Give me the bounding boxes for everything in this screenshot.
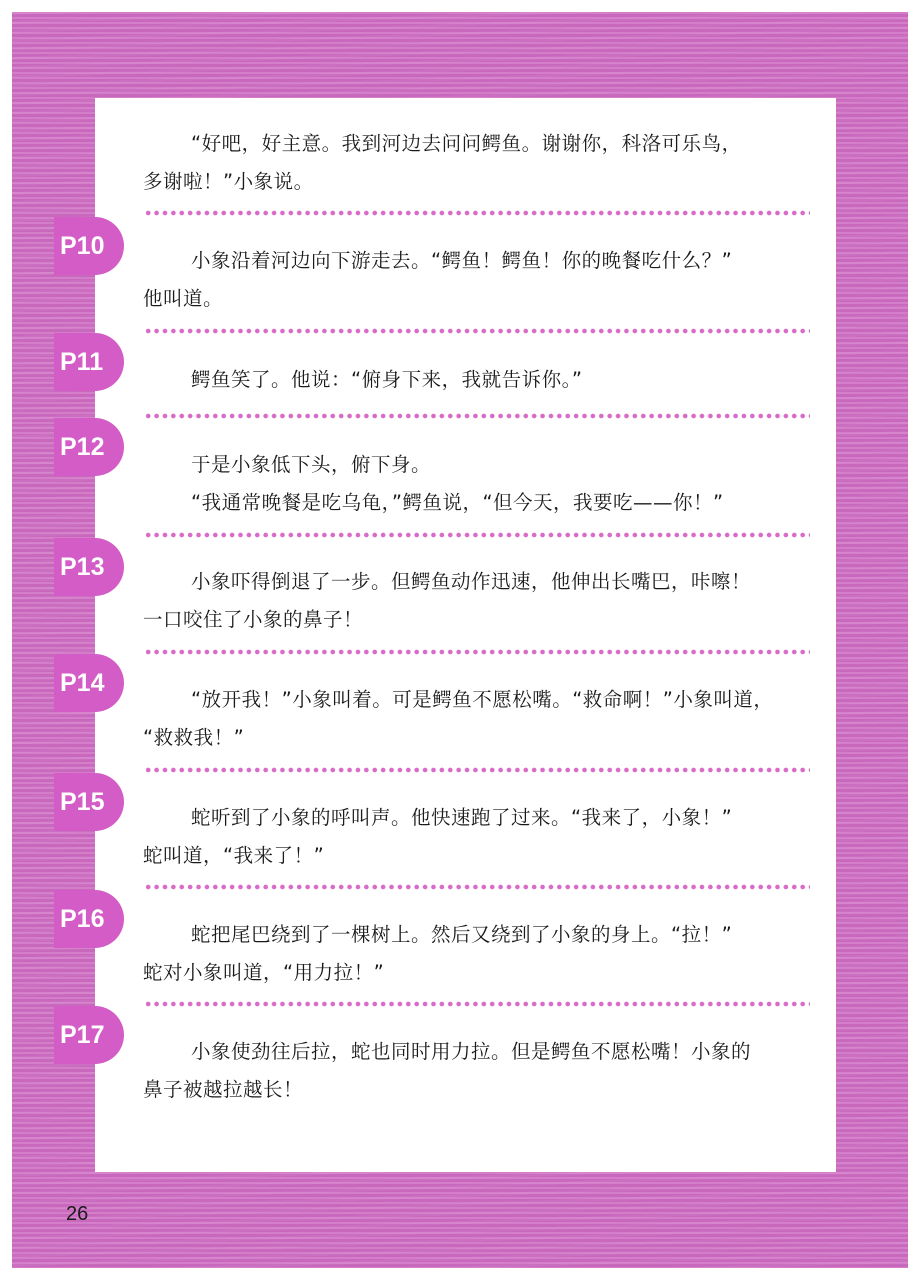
text-line: 他叫道。: [143, 287, 224, 310]
text-line: “救救我！”: [143, 726, 245, 749]
text-line: 鳄鱼笑了。他说：“俯身下来，我就告诉你。”: [191, 368, 583, 391]
section-paragraph-p12: [143, 446, 811, 522]
section-tab-p16: P16: [54, 890, 124, 948]
section-paragraph-p17: [143, 1033, 811, 1109]
section-tab-p15: P15: [54, 773, 124, 831]
text-line: 小象使劲往后拉，蛇也同时用力拉。但是鳄鱼不愿松嘴！小象的: [191, 1040, 752, 1063]
dotted-divider: [144, 767, 810, 773]
page-number: 26: [66, 1203, 89, 1225]
section-tab-p14: P14: [54, 654, 124, 712]
dotted-divider: [144, 532, 810, 538]
dotted-divider: [144, 210, 810, 216]
dotted-divider: [144, 328, 810, 334]
text-line: “放开我！”小象叫着。可是鳄鱼不愿松嘴。“救命啊！”小象叫道，: [191, 688, 774, 711]
section-tab-p13: P13: [54, 538, 124, 596]
section-paragraph-p13: [143, 563, 811, 639]
section-paragraph-p15: [143, 799, 811, 875]
text-line: 多谢啦！”小象说。: [143, 170, 314, 193]
dotted-divider: [144, 413, 810, 419]
section-paragraph-p16: [143, 916, 811, 992]
text-line: 一口咬住了小象的鼻子！: [143, 608, 364, 631]
section-paragraph-p14: [143, 681, 811, 757]
text-line: “我通常晚餐是吃乌龟，”鳄鱼说，“但今天，我要吃——你！”: [191, 491, 724, 514]
text-line: 小象沿着河边向下游走去。“鳄鱼！鳄鱼！你的晚餐吃什么？”: [191, 249, 733, 272]
text-line: 于是小象低下头，俯下身。: [191, 453, 432, 476]
section-tab-p17: P17: [54, 1006, 124, 1064]
text-line: 蛇听到了小象的呼叫声。他快速跑了过来。“我来了，小象！”: [191, 806, 733, 829]
text-line: 小象吓得倒退了一步。但鳄鱼动作迅速，他伸出长嘴巴，咔嚓！: [191, 570, 752, 593]
text-line: “好吧，好主意。我到河边去问问鳄鱼。谢谢你，科洛可乐鸟，: [191, 132, 742, 155]
text-line: 蛇叫道，“我来了！”: [143, 844, 325, 867]
intro-paragraph: [143, 125, 811, 201]
text-line: 鼻子被越拉越长！: [143, 1078, 304, 1101]
section-tab-p12: P12: [54, 418, 124, 476]
section-paragraph-p10: [143, 242, 811, 318]
text-line: 蛇对小象叫道，“用力拉！”: [143, 961, 385, 984]
dotted-divider: [144, 649, 810, 655]
section-paragraph-p11: [143, 361, 811, 399]
section-tab-p11: P11: [54, 333, 124, 391]
section-tab-p10: P10: [54, 217, 124, 275]
dotted-divider: [144, 1001, 810, 1007]
dotted-divider: [144, 884, 810, 890]
text-line: 蛇把尾巴绕到了一棵树上。然后又绕到了小象的身上。“拉！”: [191, 923, 733, 946]
